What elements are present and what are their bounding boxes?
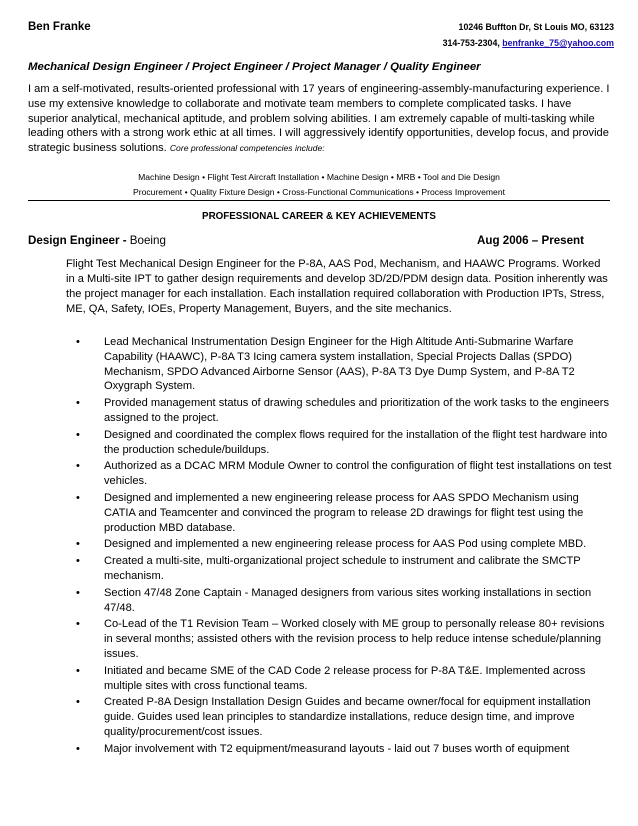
job-heading (28, 234, 166, 249)
bullet-icon: • (76, 491, 80, 504)
professional-headline: Mechanical Design Engineer / Project Engineer / Project Manager / Quality Engineer (28, 61, 481, 73)
bullet-icon: • (76, 586, 80, 599)
candidate-name: Ben Franke (28, 21, 91, 33)
job-title: Design Engineer - (28, 234, 127, 247)
bullet-icon: • (76, 696, 80, 709)
bullet-icon: • (76, 460, 80, 473)
achievement-item: • Created a multi-site, multi-organizational project schedule to instrument and calibrate the SMCTP mechanism. (76, 555, 581, 582)
achievement-item: • Initiated and became SME of the CAD Code 2 release process for P-8A T&E. Implemented across multiple sites with cross functional teams. (76, 664, 586, 692)
achievement-item: • Authorized as a DCAC MRM Module Owner to control the configuration of flight test installations on test vehicles. (76, 460, 612, 488)
section-title: PROFESSIONAL CAREER & KEY ACHIEVEMENTS (202, 211, 436, 222)
job-dates: Aug 2006 – Present (477, 234, 584, 247)
achievement-item: • Designed and implemented a new engineering release process for AAS Pod using complete MBD. (76, 538, 587, 551)
email-link[interactable]: benfranke_75@yahoo.com (502, 38, 614, 48)
job-company: Boeing (126, 234, 166, 247)
bullet-icon: • (76, 618, 80, 631)
summary-paragraph (28, 82, 612, 156)
bullet-icon: • (76, 742, 80, 755)
achievement-item: • Designed and coordinated the complex flows required for the installation of the flight test hardware into the production schedule/buildups. (76, 428, 608, 456)
contact-line (443, 36, 614, 51)
achievement-list (66, 335, 612, 759)
address: 10246 Buffton Dr, St Louis MO, 63123 (458, 22, 614, 32)
achievement-item: • Section 47/48 Zone Captain - Managed designers from various sites working installations in section 47/48. (76, 586, 592, 614)
achievement-item: • Co-Lead of the T1 Revision Team – Worked closely with ME group to personally release 80+ revisions in several months; assisted others with the revision process to help reduce intense schedule/planning issues. (76, 618, 605, 660)
section-divider (28, 200, 610, 201)
competencies-intro: Core professional competencies include: (169, 143, 325, 154)
bullet-icon: • (76, 664, 80, 677)
achievement-item: • Designed and implemented a new engineering release process for AAS SPDO Mechanism using CATIA and Teamcenter and convinced the program to release 2D drawings for flight test using the production MBD database. (76, 491, 584, 534)
competencies-line-1: Machine Design • Flight Test Aircraft Installation • Machine Design • MRB • Tool and Die Design (138, 172, 500, 182)
phone: 314-753-2304, (442, 38, 500, 48)
bullet-icon: • (76, 397, 80, 410)
achievement-item: • Provided management status of drawing schedules and prioritization of the work tasks to the engineers assigned to the project. (76, 397, 610, 424)
achievement-item: • Lead Mechanical Instrumentation Design Engineer for the High Altitude Anti-Submarine Warfare Capability (HAAWC), P-8A T3 Icing camera system installation, Special Projects Dallas (SPDO) Mechanism, SPDO Advanced Airborne Sensor (AAS), P-8A T3 Dye Dump System, and P-8A T2 Oxygraph System. (76, 336, 575, 393)
competencies-line-2: Procurement • Quality Fixture Design • Cross-Functional Communications • Process Improvement (132, 187, 505, 197)
achievement-item: • Major involvement with T2 equipment/measurand layouts - laid out 7 buses worth of equipment (76, 742, 570, 755)
bullet-icon: • (76, 555, 80, 568)
bullet-icon: • (76, 336, 80, 348)
summary-text: I am a self-motivated, results-oriented professional with 17 years of engineering-assembly-manufacturing experience. I use my extensive knowledge to collaborate and motivate team members to complete complicated tasks. I have superior analytical, mechanical aptitude, and problem solving abilities. I am extremely capable of multi-tasking while leading others with a strong work ethic at all times. I will aggressively identify opportunities, develop focus, and provide strategic business solutions. (28, 83, 610, 155)
job-description: Flight Test Mechanical Design Engineer for the P-8A, AAS Pod, Mechanism, and HAAWC Programs. Worked in a Multi-site IPT to gather design requirements and develop 3D/2D/PDM design data. Position inherently was the project manager for each installation. Each installation required collaboration with Production IPTs, Stress, ME, QA, Safety, IOEs, Property Management, Buyers, and the site mechanics. (66, 258, 608, 315)
bullet-icon: • (76, 538, 80, 551)
achievement-item: • Created P-8A Design Installation Design Guides and became owner/focal for equipment installation guide. Guides used lean principles to standardize installations, reduce design time, and improve quality/procurement/cost issues. (76, 696, 591, 738)
bullet-icon: • (76, 428, 80, 441)
